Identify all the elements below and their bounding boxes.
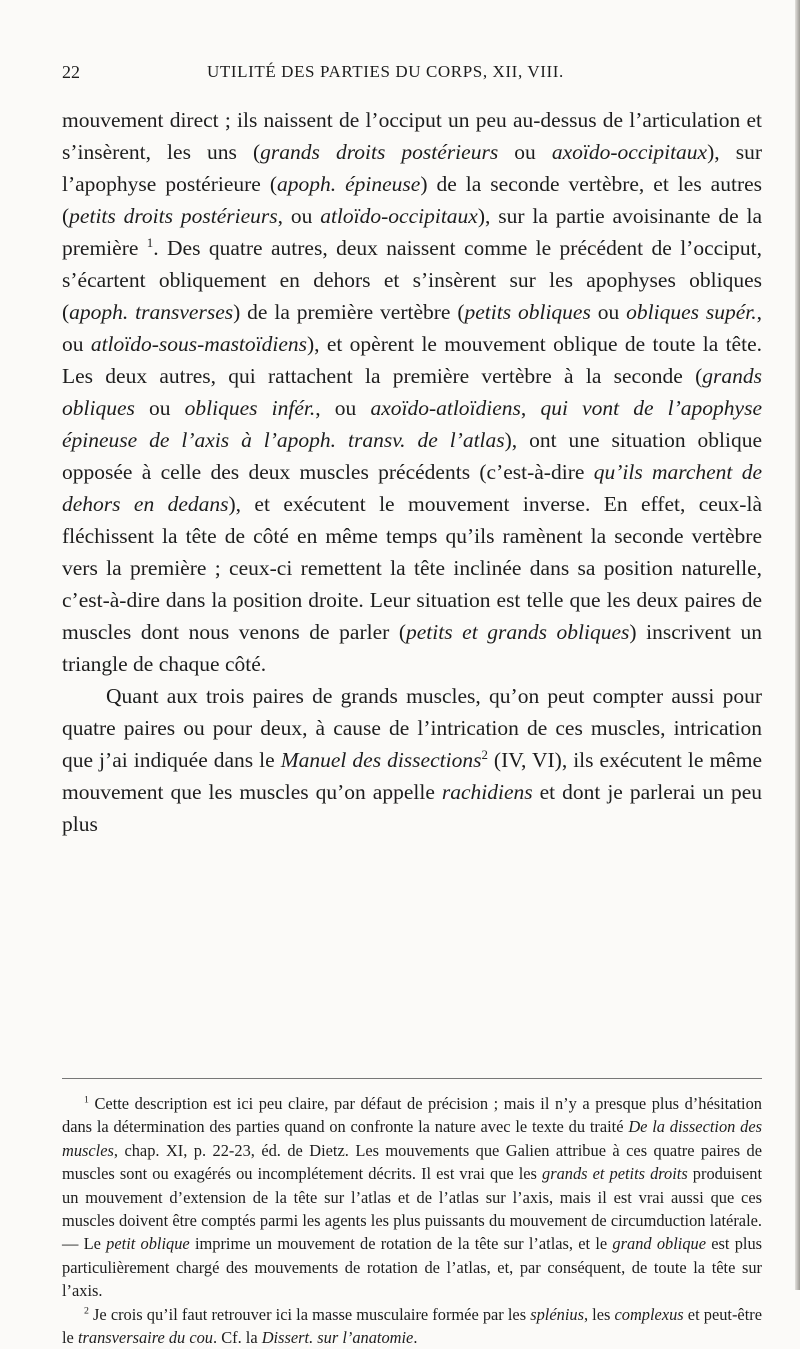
text-run: , ou <box>62 300 763 356</box>
italic-term: splénius <box>530 1304 584 1324</box>
italic-term: rachidiens <box>441 780 533 804</box>
text-run: est plus particulièrement chargé des mouvements de rotation de l’atlas, et, par conséquent, de toute la tête sur l’axis. <box>62 1234 763 1301</box>
text-run: Quant aux trois paires de grands muscles, qu’on peut compter aussi pour quatre paires ou pour deux, à cause de l’intrication de ces muscles, intrication que j’ai indiquée dans le <box>62 684 762 772</box>
text-run: (IV, VI), ils exécutent le même mouvement que les muscles qu’on appelle <box>62 748 762 804</box>
footnote-marker-2: 2 <box>84 1305 89 1317</box>
italic-term: petit oblique <box>106 1234 190 1254</box>
text-run: ), sur l’apophyse postérieure ( <box>62 140 763 196</box>
italic-term: grands obliques <box>62 364 762 420</box>
text-run: produisent un mouvement d’extension de la tête sur l’atlas et de l’atlas sur l’axis, mais il est vrai aussi que ces muscles doivent être comptés parmi les agents les plus puissants du mouvement de circumduction latérale. — Le <box>62 1164 762 1254</box>
italic-title: Manuel des dissections <box>280 748 482 772</box>
text-run: ) de la première vertèbre ( <box>233 300 465 324</box>
text-run: ), et exécutent le mouvement inverse. En effet, ceux-là fléchissent la tête de côté en même temps qu’ils ramènent la seconde vertèbre vers la première ; ceux-ci remettent la tête inclinée dans sa position naturelle, c’est-à-dire dans la position droite. Leur situation est telle que les deux paires de muscles dont nous venons de parler ( <box>62 492 762 644</box>
footnote-ref-2: 2 <box>481 747 488 762</box>
footnotes <box>62 1092 762 1349</box>
text-run: imprime un mouvement de rotation de la tête sur l’atlas, et le <box>189 1234 613 1254</box>
text-run: , ou <box>277 204 321 228</box>
text-run: ), et opèrent le mouvement oblique de toute la tête. Les deux autres, qui rattachent la première vertèbre à la seconde ( <box>62 332 762 388</box>
running-header <box>62 62 762 84</box>
text-run: ), ont une situation oblique opposée à celle des deux muscles précédents (c’est-à-dire <box>62 428 762 484</box>
text-run: mouvement direct ; ils naissent de l’occiput un peu au-dessus de l’articulation et s’insèrent, les uns ( <box>62 108 762 164</box>
italic-term: grands et petits droits <box>542 1164 688 1184</box>
italic-term: axoïdo-atloïdiens <box>370 396 521 420</box>
text-run: , chap. XI, p. 22-23, éd. de Dietz. Les mouvements que Galien attribue à ces quatre paires de muscles sont ou exagérés ou incomplétement décrits. Il est vrai que les <box>62 1140 762 1184</box>
text-run: , <box>520 396 541 420</box>
text-run: Cette description est ici peu claire, par défaut de précision ; mais il n’y a presque plus d’hésitation dans la détermination des parties quand on confronte la nature avec le texte du traité <box>62 1094 762 1137</box>
text-run: ou <box>498 140 552 164</box>
footnote-1 <box>62 1092 762 1303</box>
italic-term: petits et grands obliques <box>406 620 630 644</box>
italic-term: grand oblique <box>612 1234 706 1254</box>
italic-term: atloïdo-occipitaux <box>320 204 478 228</box>
italic-term: atloïdo-sous-mastoïdiens <box>90 332 308 356</box>
text-run: ) inscrivent un triangle de chaque côté. <box>62 620 763 676</box>
paragraph-1 <box>62 104 762 680</box>
italic-term: qu’ils marchent de dehors en dedans <box>62 460 763 516</box>
text-run: . <box>413 1328 418 1348</box>
text-run: et peut-être le <box>62 1304 762 1348</box>
text-run: ) de la seconde vertèbre, et les autres ( <box>62 172 763 228</box>
scan-page-edge <box>795 0 800 1290</box>
text-run: et dont je parlerai un peu plus <box>62 780 762 836</box>
italic-title: De la dissection des muscles <box>62 1117 762 1160</box>
text-run: , ou <box>315 396 371 420</box>
italic-term: apoph. épineuse <box>277 172 421 196</box>
italic-term: grands droits postérieurs <box>260 140 499 164</box>
footnote-divider <box>62 1078 762 1079</box>
italic-term: petits obliques <box>464 300 591 324</box>
text-run: . Cf. la <box>213 1328 262 1348</box>
running-title: UTILITÉ DES PARTIES DU CORPS, XII, VIII. <box>207 62 564 81</box>
paragraph-2 <box>62 680 762 840</box>
text-run: . Des quatre autres, deux naissent comme le précédent de l’occiput, s’écartent obliquement en dehors et s’insèrent sur les apophyses obliques ( <box>62 236 762 324</box>
italic-term: obliques supér. <box>626 300 757 324</box>
italic-title: Dissert. sur l’anatomie <box>261 1328 414 1348</box>
italic-term: petits droits postérieurs <box>69 204 278 228</box>
italic-term: axoïdo-occipitaux <box>551 140 708 164</box>
italic-term: obliques infér. <box>184 396 316 420</box>
main-text <box>62 104 762 840</box>
italic-term: transversaire du cou <box>77 1328 213 1348</box>
italic-term: qui vont de l’apophyse épineuse de l’axis à l’apoph. transv. de l’atlas <box>62 396 763 452</box>
italic-term: complexus <box>614 1304 684 1324</box>
footnote-ref-1: 1 <box>146 235 154 250</box>
text-run: , les <box>583 1304 615 1324</box>
text-run: ou <box>134 396 185 420</box>
text-run: ou <box>590 300 627 324</box>
footnote-marker-1: 1 <box>84 1094 89 1106</box>
page-number: 22 <box>62 62 80 82</box>
footnote-2 <box>62 1303 762 1349</box>
text-run: ), sur la partie avoisinante de la première <box>62 204 762 260</box>
italic-term: apoph. transverses <box>69 300 234 324</box>
text-run: Je crois qu’il faut retrouver ici la masse musculaire formée par les <box>88 1304 531 1324</box>
